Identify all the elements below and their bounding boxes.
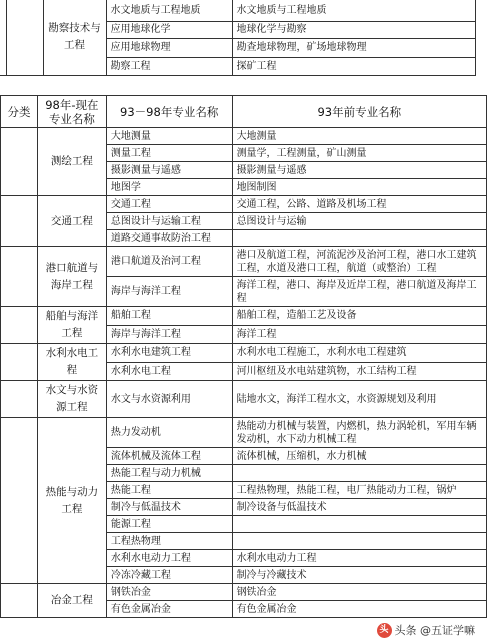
old-major-cell (232, 465, 486, 482)
fenlei-cell (1, 381, 38, 418)
major-cell: 热力发动机 (106, 418, 232, 448)
table-row (1, 128, 487, 145)
major-cell: 大地测量 (106, 128, 232, 145)
major-cell: 地图学 (106, 179, 232, 196)
table-row (1, 307, 487, 326)
major-cell: 交通工程 (106, 196, 232, 213)
category-cell: 热能与动力工程 (37, 418, 106, 584)
major-cell: 水利水电建筑工程 (106, 344, 232, 363)
top-table-section (0, 0, 476, 76)
old-major-cell (232, 516, 486, 533)
watermark (373, 621, 482, 639)
header-major-9398: 93－98年专业名称 (106, 96, 232, 128)
major-cell: 船舶工程 (106, 307, 232, 326)
old-major-cell: 钢铁冶金 (232, 584, 486, 601)
major-cell: 有色金属冶金 (106, 601, 232, 618)
major-cell: 能源工程 (106, 516, 232, 533)
old-major-cell: 制冷与冷藏技术 (232, 567, 486, 584)
category-cell: 港口航道与海岸工程 (37, 247, 106, 307)
table-header-row (1, 96, 487, 128)
fenlei-cell (1, 247, 38, 307)
header-major-pre93: 93年前专业名称 (232, 96, 486, 128)
major-cell: 总图设计与运输工程 (106, 213, 232, 230)
category-cell: 水文与水资源工程 (37, 381, 106, 418)
major-cell: 热能工程 (106, 482, 232, 499)
old-major-cell: 海洋工程，港口、海岸及近岸工程，港口航道及海岸工程 (232, 277, 486, 307)
table-row (1, 344, 487, 363)
table-row (1, 247, 487, 277)
major-cell: 海岸与海洋工程 (106, 325, 232, 344)
old-major-cell: 交通工程，公路、道路及机场工程 (232, 196, 486, 213)
major-cell: 制冷与低温技术 (106, 499, 232, 516)
major-cell: 工程热物理 (106, 533, 232, 550)
major-cell: 勘察工程 (106, 57, 232, 75)
fenlei-cell (1, 128, 38, 196)
category-cell: 水利水电工程 (37, 344, 106, 381)
major-cell: 水利水电工程 (106, 362, 232, 381)
toutiao-logo-icon: 头 (377, 623, 392, 638)
category-cell: 船舶与海洋工程 (37, 307, 106, 344)
old-major-cell (232, 533, 486, 550)
major-cell: 水文地质与工程地质 (106, 0, 232, 21)
major-cell: 水文与水资源利用 (106, 381, 232, 418)
old-major-cell: 总图设计与运输 (232, 213, 486, 230)
old-major-cell: 大地测量 (232, 128, 486, 145)
fenlei-cell (1, 584, 38, 618)
old-major-cell: 水利水电工程施工，水利水电工程建筑 (232, 344, 486, 363)
table-row (1, 584, 487, 601)
top-blank-cell (6, 0, 43, 75)
old-major-cell: 流体机械，压缩机，水力机械 (232, 448, 486, 465)
old-major-cell: 水利水电动力工程 (232, 550, 486, 567)
category-cell: 测绘工程 (37, 128, 106, 196)
major-cell: 水利水电动力工程 (106, 550, 232, 567)
old-major-cell: 制冷设备与低温技术 (232, 499, 486, 516)
old-major-cell: 摄影测量与遥感 (232, 162, 486, 179)
fenlei-cell (1, 307, 38, 344)
fenlei-cell (1, 196, 38, 247)
old-major-cell: 地球化学与勘察 (232, 21, 475, 38)
major-cell: 摄影测量与遥感 (106, 162, 232, 179)
old-major-cell: 港口及航道工程，河流泥沙及治河工程，港口水工建筑工程，水道及港口工程，航道（或整治）工程 (232, 247, 486, 277)
table-row (1, 381, 487, 418)
major-cell: 应用地球化学 (106, 21, 232, 38)
major-cell: 热能工程与动力机械 (106, 465, 232, 482)
major-cell: 流体机械及流体工程 (106, 448, 232, 465)
fenlei-cell (1, 344, 38, 381)
old-major-cell: 测量学，工程测量，矿山测量 (232, 145, 486, 162)
table-row (1, 418, 487, 448)
old-major-cell: 勘查地球物理，矿场地球物理 (232, 38, 475, 57)
major-cell: 钢铁冶金 (106, 584, 232, 601)
major-cell: 海岸与海洋工程 (106, 277, 232, 307)
old-major-cell: 探矿工程 (232, 57, 475, 75)
major-cell: 冷冻冷藏工程 (106, 567, 232, 584)
category-cell: 勘察技术与工程 (43, 0, 106, 75)
major-cell: 应用地球物理 (106, 38, 232, 57)
major-mapping-table (0, 95, 487, 618)
old-major-cell: 热能动力机械与装置，内燃机，热力涡轮机，军用车辆发动机，水下动力机械工程 (232, 418, 486, 448)
header-current-major: 98年-现在专业名称 (37, 96, 106, 128)
old-major-cell: 地图制图 (232, 179, 486, 196)
old-major-cell: 有色金属冶金 (232, 601, 486, 618)
old-major-cell: 海洋工程 (232, 325, 486, 344)
old-major-cell (232, 230, 486, 247)
major-cell: 港口航道及治河工程 (106, 247, 232, 277)
category-cell: 交通工程 (37, 196, 106, 247)
category-cell: 冶金工程 (37, 584, 106, 618)
old-major-cell: 水文地质与工程地质 (232, 0, 475, 21)
header-fenlei: 分类 (1, 96, 38, 128)
old-major-cell: 工程热物理，热能工程，电厂热能动力工程，锅炉 (232, 482, 486, 499)
watermark-text: 头条 @五证学嘛 (394, 624, 475, 637)
fenlei-cell (1, 418, 38, 584)
table-row (1, 196, 487, 213)
major-cell: 道路交通事故防治工程 (106, 230, 232, 247)
old-major-cell: 船舶工程，造船工艺及设备 (232, 307, 486, 326)
old-major-cell: 陆地水文，海洋工程水文，水资源规划及利用 (232, 381, 486, 418)
major-cell: 测量工程 (106, 145, 232, 162)
old-major-cell: 河川枢纽及水电站建筑物，水工结构工程 (232, 362, 486, 381)
